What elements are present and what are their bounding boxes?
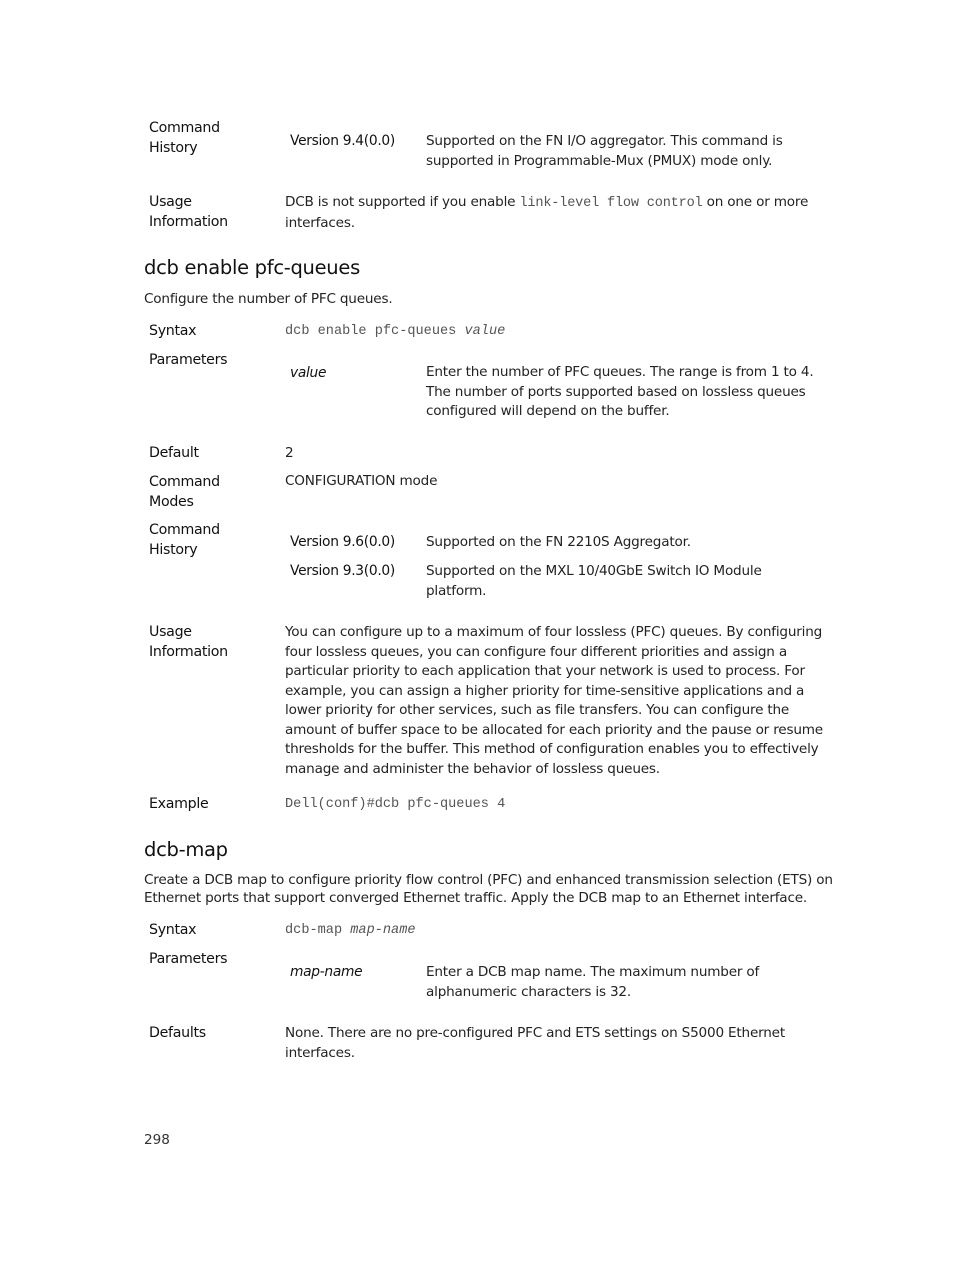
label-line: History: [149, 541, 198, 558]
default-value: 2: [285, 445, 294, 461]
version-description: [426, 562, 762, 601]
parameter-description: [426, 963, 759, 1002]
usage-line: interfaces.: [285, 214, 355, 231]
desc-line: Supported on the MXL 10/40GbE Switch IO Module: [426, 563, 762, 579]
version-label: Version 9.3(0.0): [290, 563, 395, 579]
section-intro: [144, 872, 833, 907]
version-label: Version 9.4(0.0): [290, 133, 395, 149]
syntax-command: dcb enable pfc-queues: [285, 324, 465, 339]
usage-information-label: [149, 193, 228, 232]
inline-code: link-level flow control: [519, 196, 703, 211]
syntax-label: Syntax: [149, 323, 197, 339]
label-line: Command: [149, 474, 220, 490]
desc-line: Supported on the FN I/O aggregator. This command is: [426, 133, 783, 149]
section-intro: Configure the number of PFC queues.: [144, 291, 393, 307]
defaults-line: interfaces.: [285, 1044, 355, 1061]
defaults-label: Defaults: [149, 1025, 206, 1041]
command-modes-label: [149, 473, 220, 512]
label-line: Usage: [149, 624, 192, 640]
parameter-name: map-name: [290, 964, 363, 980]
default-label: Default: [149, 445, 199, 461]
intro-line: Ethernet ports that support converged Ethernet traffic. Apply the DCB map to an Ethernet interface.: [144, 889, 808, 906]
parameters-label: Parameters: [149, 951, 228, 967]
intro-line: Create a DCB map to configure priority flow control (PFC) and enhanced transmission selection (ETS) on: [144, 872, 833, 888]
desc-line: supported in Programmable-Mux (PMUX) mode only.: [426, 152, 773, 169]
usage-line: particular priority to each application that your network is used to process. For: [285, 663, 805, 679]
label-line: Usage: [149, 194, 192, 210]
parameter-name: value: [290, 365, 327, 381]
version-label: Version 9.6(0.0): [290, 534, 395, 550]
command-history-label: [149, 521, 220, 560]
desc-line: Enter the number of PFC queues. The range is from 1 to 4.: [426, 364, 814, 380]
usage-information-text: [285, 193, 808, 233]
syntax-code: [285, 322, 505, 342]
example-label: Example: [149, 796, 209, 812]
desc-line: configured will depend on the buffer.: [426, 403, 670, 419]
syntax-label: Syntax: [149, 922, 197, 938]
syntax-argument: value: [464, 324, 506, 339]
usage-line: thresholds for the buffer. This method of configuration enables you to effectively: [285, 741, 819, 757]
desc-line: alphanumeric characters is 32.: [426, 983, 631, 1000]
usage-information-text: [285, 623, 823, 779]
example-code: Dell(conf)#dcb pfc-queues 4: [285, 797, 506, 812]
label-line: History: [149, 139, 198, 156]
usage-line: example, you can assign a higher priority for time-sensitive applications and a: [285, 682, 805, 699]
label-line: Command: [149, 120, 220, 136]
usage-line: You can configure up to a maximum of four lossless (PFC) queues. By configuring: [285, 624, 823, 640]
desc-line: Enter a DCB map name. The maximum number of: [426, 964, 760, 980]
version-description: [426, 132, 783, 171]
syntax-code: [285, 921, 416, 941]
usage-line: lower priority for other services, such as file transfers. You can configure the: [285, 702, 790, 718]
usage-line: manage and administer the behavior of lossless queues.: [285, 760, 660, 777]
usage-line: four lossless queues, you can configure four different priorities and assign a: [285, 643, 787, 660]
usage-text: DCB is not supported if you enable: [285, 194, 520, 210]
label-line: Modes: [149, 493, 194, 510]
parameters-label: Parameters: [149, 352, 228, 368]
version-description: Supported on the FN 2210S Aggregator.: [426, 534, 691, 550]
command-modes-value: CONFIGURATION mode: [285, 473, 438, 489]
syntax-command: dcb-map: [285, 923, 351, 938]
desc-line: platform.: [426, 582, 487, 599]
label-line: Information: [149, 213, 228, 230]
usage-information-label: [149, 623, 228, 662]
page-number: 298: [144, 1132, 170, 1148]
defaults-line: None. There are no pre-configured PFC and ETS settings on S5000 Ethernet: [285, 1025, 785, 1041]
parameter-description: [426, 363, 813, 422]
usage-line: [285, 193, 808, 214]
section-heading-dcb-map: dcb-map: [144, 838, 228, 861]
defaults-value: [285, 1024, 785, 1063]
label-line: Command: [149, 522, 220, 538]
usage-text: on one or more: [702, 194, 809, 210]
usage-line: amount of buffer space to be allocated for each priority and the pause or resume: [285, 721, 823, 738]
command-history-label: [149, 119, 220, 158]
label-line: Information: [149, 643, 228, 660]
desc-line: The number of ports supported based on lossless queues: [426, 383, 806, 400]
section-heading-pfc-queues: dcb enable pfc-queues: [144, 256, 360, 279]
syntax-argument: map-name: [350, 923, 416, 938]
